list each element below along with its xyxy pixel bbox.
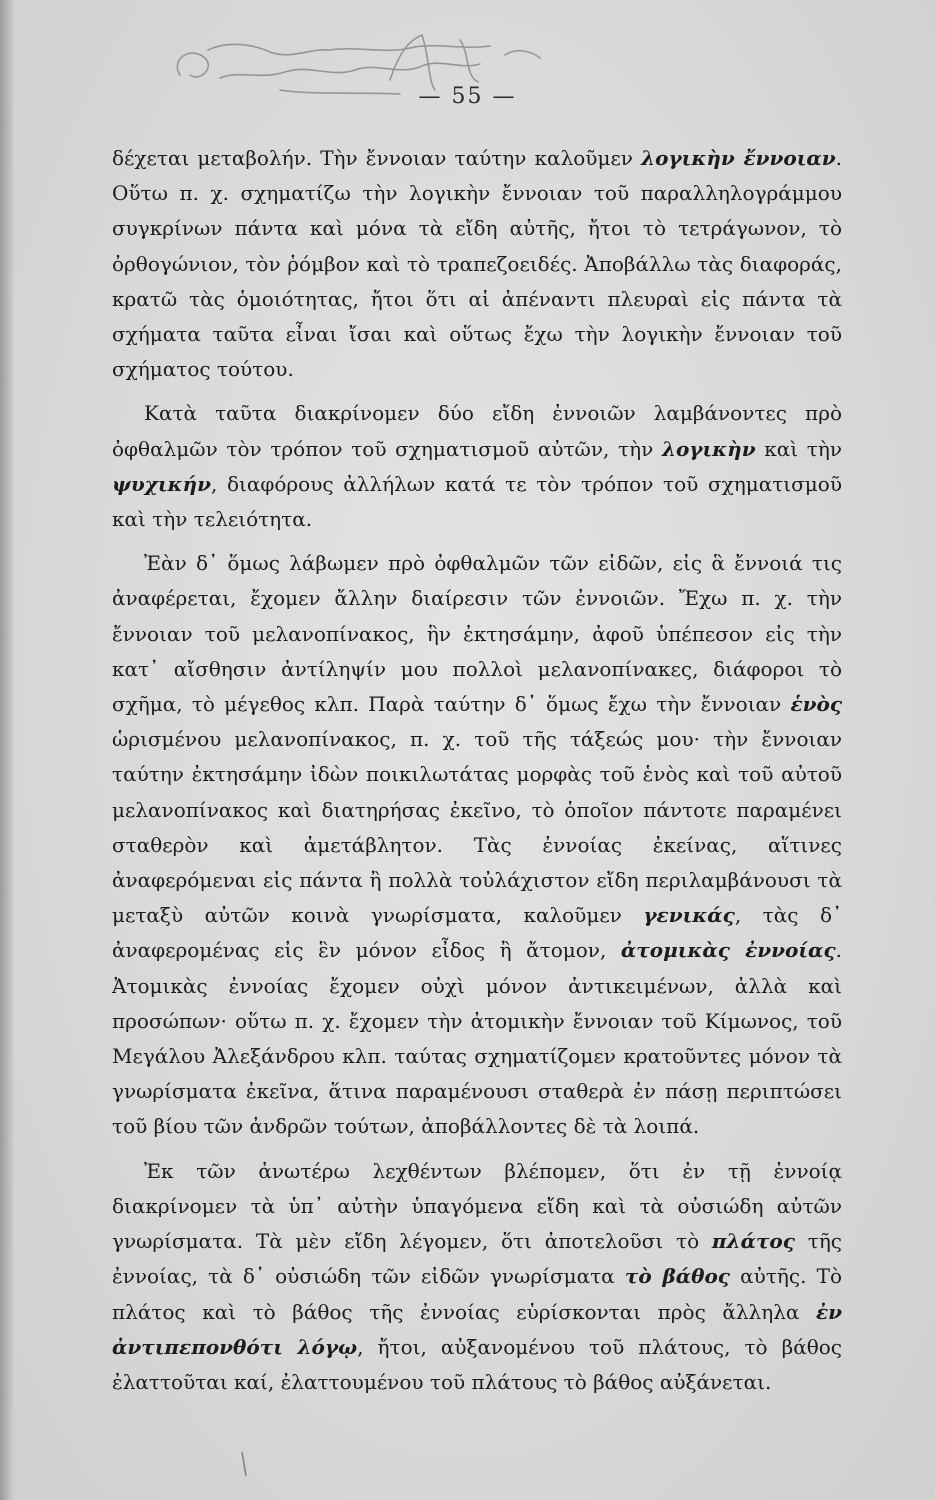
emphasized-term: λογικὴν ἔννοιαν (641, 146, 836, 170)
paragraph (112, 546, 842, 1144)
text-run: , διαφόρους ἀλλήλων κατά τε τὸν τρόπον τοῦ σχηματισμοῦ καὶ τὴν τελειότητα. (112, 471, 842, 532)
page-gutter-shadow (0, 0, 14, 1500)
text-run: Κατὰ ταῦτα διακρίνομεν δύο εἴδη ἐννοιῶν λαμβάνοντες πρὸ ὀφθαλμῶν τὸν τρόπον τοῦ σχηματισμοῦ αὐτῶν, τὴν (112, 401, 842, 461)
emphasized-term: ἑνὸς (790, 692, 842, 717)
text-run: , τὰς δ᾽ ἀναφερομένας εἰς ἓν μόνον εἶδος ἢ ἄτομον, (112, 903, 842, 963)
page-number: — 55 — (418, 84, 517, 109)
text-run: ὡρισμένου μελανοπίνακος, π. χ. τοῦ τῆς τάξεώς μου· τὴν ἔννοιαν ταύτην ἐκτησάμην ἰδὼν ποικιλωτάτας μορφὰς τοῦ ἑνὸς καὶ τοῦ αὐτοῦ μελανοπίνακος καὶ διατηρήσας ἐκεῖνο, τὸ ὁποῖον πάντοτε παραμένει σταθερὸν καὶ ἀμετάβλητον. Τὰς ἐννοίας ἐκείνας, αἵτινες ἀναφερόμεναι εἰς πάντα ἢ πολλὰ τοὐλάχιστον εἴδη περιλαμβάνουσι τὰ μεταξὺ αὐτῶν κοινὰ γνωρίσματα, καλοῦμεν (112, 727, 842, 928)
text-run: καὶ τὴν (755, 436, 842, 461)
text-run: , ἤτοι, αὐξανομένου τοῦ πλάτους, τὸ βάθος ἐλαττοῦται καί, ἐλαττουμένου τοῦ πλάτους τὸ βάθος αὐξάνεται. (112, 1334, 842, 1394)
text-run: Ἐκ τῶν ἀνωτέρω λεχθέντων βλέπομεν, ὅτι ἐν τῇ ἐννοίᾳ διακρίνομεν τὰ ὑπ᾽ αὐτὴν ὑπαγόμενα εἴδη καὶ τὰ οὐσιώδη αὐτῶν γνωρίσματα. Τὰ μὲν εἴδη λέγομεν, ὅτι ἀποτελοῦσι τὸ (112, 1158, 842, 1254)
emphasized-term: τὸ βάθος (624, 1264, 730, 1289)
paragraph (112, 396, 842, 537)
emphasized-term: ἐν ἀντιπεπονθότι λόγῳ (112, 1299, 842, 1359)
text-run: αὐτῆς. Τὸ πλάτος καὶ τὸ βάθος τῆς ἐννοίας εὑρίσκονται πρὸς ἄλληλα (112, 1264, 842, 1324)
paragraph (112, 141, 842, 387)
text-run: . Οὕτω π. χ. σχηματίζω τὴν λογικὴν ἔννοιαν τοῦ παραλληλογράμμου συγκρίνων πάντα καὶ μόνα τὰ εἴδη αὐτῆς, ἤτοι τὸ τετράγωνον, τὸ ὀρθογώνιον, τὸν ῥόμβον καὶ τὸ τραπεζοειδές. Ἀποβάλλω τὰς διαφοράς, κρατῶ τὰς ὁμοιότητας, ἤτοι ὅτι αἱ ἀπέναντι πλευραὶ εἰς πάντα τὰ σχήματα ταῦτα εἶναι ἴσαι καὶ οὕτως ἔχω τὴν λογικὴν ἔννοιαν τοῦ σχήματος τούτου. (112, 146, 843, 382)
text-run: Ἐὰν δ᾽ ὅμως λάβωμεν πρὸ ὀφθαλμῶν τῶν εἰδῶν, εἰς ἃ ἔννοιά τις ἀναφέρεται, ἔχομεν ἄλλην διαίρεσιν τῶν ἐννοιῶν. Ἔχω π. χ. τὴν ἔννοιαν τοῦ μελανοπίνακος, ἣν ἐκτησάμην, ἀφοῦ ὑπέπεσον εἰς τὴν κατ᾽ αἴσθησιν ἀντίληψίν μου πολλοὶ μελανοπίνακες, διάφοροι τὸ σχῆμα, τὸ μέγεθος κλπ. Παρὰ ταύτην δ᾽ ὅμως ἔχω τὴν ἔννοιαν (112, 551, 842, 717)
margin-mark-icon (240, 1450, 248, 1478)
emphasized-term: ψυχικήν (112, 471, 211, 496)
text-run: τῆς ἐννοίας, τὰ δ᾽ οὐσιώδη τῶν εἰδῶν γνωρίσματα (112, 1229, 843, 1289)
emphasized-term: γενικάς (643, 903, 735, 928)
emphasized-term: λογικὴν (661, 436, 756, 461)
body-text (112, 141, 842, 1409)
text-run: . Ἀτομικὰς ἐννοίας ἔχομεν οὐχὶ μόνον ἀντικειμένων, ἀλλὰ καὶ προσώπων· οὕτω π. χ. ἔχομεν τὴν ἀτομικὴν ἔννοιαν τοῦ Κίμωνος, τοῦ Μεγάλου Ἀλεξάνδρου κλπ. ταύτας σχηματίζομεν κρατοῦντες μόνον τὰ γνωρίσματα ἐκεῖνα, ἅτινα παραμένουσι σταθερὰ ἐν πάσῃ περιπτώσει τοῦ βίου τῶν ἀνδρῶν τούτων, ἀποβάλλοντες δὲ τὰ λοιπά. (112, 938, 842, 1139)
text-run: δέχεται μεταβολήν. Τὴν ἔννοιαν ταύτην καλοῦμεν (112, 146, 642, 170)
emphasized-term: ἀτομικὰς ἐννοίας (620, 938, 836, 963)
emphasized-term: πλάτος (711, 1229, 795, 1254)
paragraph (112, 1154, 842, 1400)
